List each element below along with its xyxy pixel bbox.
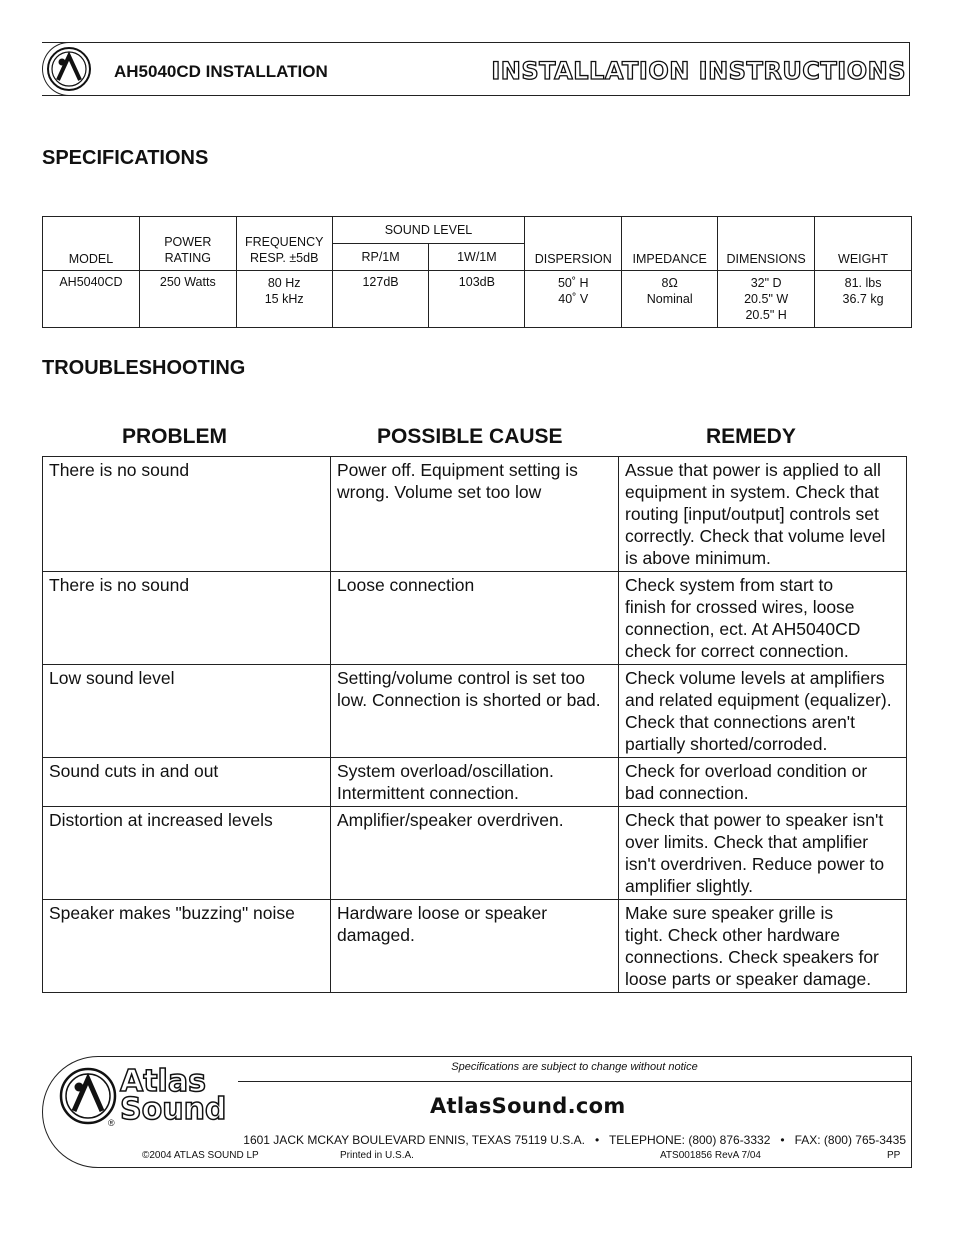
spec-value-power: 250 Watts (139, 271, 236, 328)
remedy-column-header: REMEDY (706, 425, 796, 448)
cause-cell-line: Intermittent connection. (337, 783, 519, 803)
table-row (43, 900, 907, 993)
problem-cell: Sound cuts in and out (43, 758, 331, 807)
spec-value-dispersion: 50˚ H 40˚ V (525, 271, 622, 328)
cause-cell-line: Hardware loose or speaker (337, 903, 548, 923)
remedy-cell (619, 572, 907, 665)
website-url[interactable]: AtlasSound.com (430, 1094, 626, 1118)
remedy-cell-line: routing [input/output] controls set (625, 504, 879, 524)
table-row (43, 758, 907, 807)
cause-cell (331, 457, 619, 572)
remedy-cell-line: and related equipment (equalizer). (625, 690, 892, 710)
spec-value-impedance: 8Ω Nominal (622, 271, 718, 328)
cause-cell-line: low. Connection is shorted or bad. (337, 690, 601, 710)
spec-header-sound-level: SOUND LEVEL (332, 217, 525, 244)
cause-cell (331, 900, 619, 993)
remedy-cell-line: isn't overdriven. Reduce power to (625, 854, 885, 874)
spec-header-rp: RP/1M (332, 244, 429, 271)
remedy-cell (619, 457, 907, 572)
spec-header-power: POWER RATING (139, 217, 236, 271)
cause-cell (331, 758, 619, 807)
atlas-logo-icon (46, 46, 92, 92)
remedy-cell-line: finish for crossed wires, loose (625, 597, 855, 617)
problem-column-header: PROBLEM (122, 425, 227, 448)
remedy-cell-line: loose parts or speaker damage. (625, 969, 872, 989)
table-row (43, 457, 907, 572)
brand-wordmark: Atlas Sound (120, 1064, 227, 1127)
spec-header-dimensions: DIMENSIONS (718, 217, 815, 271)
footer-notice: Specifications are subject to change without notice (451, 1061, 698, 1073)
registered-mark: ® (108, 1118, 115, 1128)
specifications-heading: SPECIFICATIONS (42, 147, 209, 169)
problem-cell: Speaker makes "buzzing" noise (43, 900, 331, 993)
cause-cell-line: Loose connection (337, 575, 475, 595)
cause-cell-line: Setting/volume control is set too (337, 668, 586, 688)
remedy-cell-line: check for correct connection. (625, 641, 849, 661)
cause-cell-line: Power off. Equipment setting is (337, 460, 578, 480)
remedy-cell (619, 758, 907, 807)
cause-cell-line: Amplifier/speaker overdriven. (337, 810, 564, 830)
remedy-cell-line: Check volume levels at amplifiers (625, 668, 885, 688)
table-row (43, 572, 907, 665)
remedy-cell (619, 900, 907, 993)
spec-value-1w: 103dB (429, 271, 525, 328)
remedy-cell-line: partially shorted/corroded. (625, 734, 828, 754)
footer-divider (238, 1081, 911, 1082)
spec-header-1w: 1W/1M (429, 244, 525, 271)
remedy-cell-line: Check that power to speaker isn't (625, 810, 884, 830)
remedy-cell-line: is above minimum. (625, 548, 771, 568)
spec-value-frequency: 80 Hz 15 kHz (236, 271, 332, 328)
cause-cell (331, 572, 619, 665)
spec-value-dimensions: 32" D 20.5" W 20.5" H (718, 271, 815, 328)
document-number: ATS001856 RevA 7/04 (660, 1150, 761, 1161)
troubleshooting-column-headers (42, 425, 906, 451)
remedy-cell-line: Assue that power is applied to all (625, 460, 881, 480)
remedy-cell-line: Check system from start to (625, 575, 834, 595)
table-row (43, 665, 907, 758)
printed-in: Printed in U.S.A. (340, 1150, 414, 1161)
cause-cell-line: wrong. Volume set too low (337, 482, 542, 502)
cause-cell-line: damaged. (337, 925, 415, 945)
remedy-cell-line: tight. Check other hardware (625, 925, 840, 945)
remedy-cell-line: connections. Check speakers for (625, 947, 879, 967)
remedy-cell-line: equipment in system. Check that (625, 482, 879, 502)
table-row (43, 807, 907, 900)
problem-cell: Distortion at increased levels (43, 807, 331, 900)
cause-cell-line: System overload/oscillation. (337, 761, 554, 781)
remedy-cell-line: amplifier slightly. (625, 876, 754, 896)
atlas-sound-logo-icon (58, 1066, 118, 1126)
remedy-cell (619, 665, 907, 758)
remedy-cell-line: correctly. Check that volume level (625, 526, 886, 546)
installation-instructions-title: INSTALLATION INSTRUCTIONS (491, 57, 906, 85)
spec-value-weight: 81. lbs 36.7 kg (815, 271, 912, 328)
spec-value-rp: 127dB (332, 271, 429, 328)
spec-header-impedance: IMPEDANCE (622, 217, 718, 271)
problem-cell: There is no sound (43, 572, 331, 665)
remedy-cell-line: bad connection. (625, 783, 749, 803)
remedy-cell (619, 807, 907, 900)
remedy-cell-line: Check that connections aren't (625, 712, 856, 732)
remedy-cell-line: over limits. Check that amplifier (625, 832, 869, 852)
remedy-cell-line: Check for overload condition or (625, 761, 868, 781)
document-title: AH5040CD INSTALLATION (114, 62, 328, 81)
spec-header-dispersion: DISPERSION (525, 217, 622, 271)
remedy-cell-line: Make sure speaker grille is (625, 903, 834, 923)
remedy-cell-line: connection, ect. At AH5040CD (625, 619, 861, 639)
troubleshooting-heading: TROUBLESHOOTING (42, 357, 246, 379)
spec-value-model: AH5040CD (43, 271, 140, 328)
cause-column-header: POSSIBLE CAUSE (377, 425, 563, 448)
specifications-table (42, 216, 912, 328)
cause-cell (331, 665, 619, 758)
copyright: ©2004 ATLAS SOUND LP (142, 1150, 259, 1161)
problem-cell: Low sound level (43, 665, 331, 758)
spec-header-model: MODEL (43, 217, 140, 271)
pp-mark: PP (887, 1150, 901, 1161)
spec-header-frequency: FREQUENCY RESP. ±5dB (236, 217, 332, 271)
company-address: 1601 JACK MCKAY BOULEVARD ENNIS, TEXAS 75119 U.S.A. • TELEPHONE: (800) 876-3332 • FAX: (800) 765-3435 (243, 1133, 906, 1147)
troubleshooting-table (42, 456, 907, 993)
cause-cell (331, 807, 619, 900)
spec-header-weight: WEIGHT (815, 217, 912, 271)
problem-cell: There is no sound (43, 457, 331, 572)
